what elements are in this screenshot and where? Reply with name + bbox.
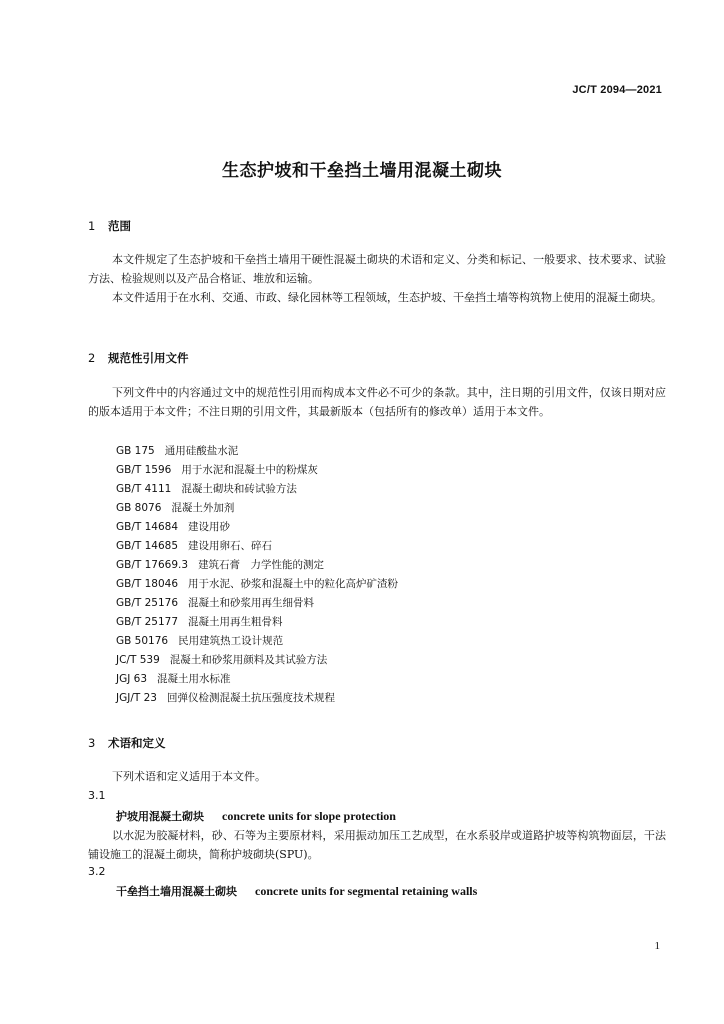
reference-item bbox=[116, 519, 230, 534]
reference-code: GB/T 25177 bbox=[116, 616, 179, 628]
reference-code: GB/T 18046 bbox=[116, 578, 179, 590]
reference-code: GB/T 14684 bbox=[116, 521, 179, 533]
section-1-paragraph-1: 本文件规定了生态护坡和干垒挡土墙用干硬性混凝土砌块的术语和定义、分类和标记、一般要求、技术要求、试验方法、检验规则以及产品合格证、堆放和运输。 bbox=[88, 253, 666, 285]
section-2-paragraph-1: 下列文件中的内容通过文中的规范性引用而构成本文件必不可少的条款。其中，注日期的引用文件，仅该日期对应的版本适用于本文件；不注日期的引用文件，其最新版本（包括所有的修改单）适用于本文件。 bbox=[88, 386, 666, 418]
reference-item bbox=[116, 614, 283, 629]
reference-item bbox=[116, 652, 327, 667]
reference-code: JGJ 63 bbox=[116, 673, 148, 685]
term-english: concrete units for slope protection bbox=[222, 809, 396, 823]
reference-title: 混凝土和砂浆用颜料及其试验方法 bbox=[169, 654, 328, 666]
reference-item bbox=[116, 595, 314, 610]
section-number: 2 bbox=[88, 351, 96, 365]
reference-item bbox=[116, 576, 398, 591]
document-title: 生态护坡和干垒挡土墙用混凝土砌块 bbox=[222, 161, 502, 181]
reference-title: 建设用砂 bbox=[188, 521, 231, 533]
term-definition: 以水泥为胶凝材料，砂、石等为主要原材料，采用振动加压工艺成型，在水系驳岸或道路护坡等构筑物面层，干法铺设施工的混凝土砌块，简称护坡砌块(SPU)。 bbox=[88, 829, 666, 861]
reference-code: GB 8076 bbox=[116, 502, 162, 514]
reference-title: 混凝土用再生粗骨料 bbox=[188, 616, 283, 628]
reference-title: 回弹仪检测混凝土抗压强度技术规程 bbox=[166, 692, 335, 704]
reference-code: GB 175 bbox=[116, 445, 155, 457]
reference-title: 用于水泥和混凝土中的粉煤灰 bbox=[181, 464, 318, 476]
reference-title: 建筑石膏 力学性能的测定 bbox=[198, 559, 325, 571]
section-title: 范围 bbox=[108, 219, 131, 233]
reference-code: JC/T 539 bbox=[116, 654, 160, 666]
section-2-heading bbox=[88, 350, 189, 366]
term-entry bbox=[116, 883, 477, 899]
reference-item bbox=[116, 462, 318, 477]
section-number: 3 bbox=[88, 736, 96, 750]
reference-code: GB/T 4111 bbox=[116, 483, 172, 495]
section-1-paragraph-2: 本文件适用于在水利、交通、市政、绿化园林等工程领域，生态护坡、干垒挡土墙等构筑物上使用的混凝土砌块。 bbox=[112, 291, 662, 304]
section-3-heading bbox=[88, 735, 166, 751]
reference-code: GB 50176 bbox=[116, 635, 169, 647]
reference-item bbox=[116, 443, 238, 458]
clause-number: 3.2 bbox=[88, 865, 106, 878]
reference-code: GB/T 1596 bbox=[116, 464, 172, 476]
reference-item bbox=[116, 557, 324, 572]
page-number: 1 bbox=[654, 940, 660, 952]
reference-title: 用于水泥、砂浆和混凝土中的粒化高炉矿渣粉 bbox=[188, 578, 399, 590]
term-english: concrete units for segmental retaining walls bbox=[255, 884, 478, 898]
section-number: 1 bbox=[88, 219, 96, 233]
reference-item bbox=[116, 481, 297, 496]
section-1-heading bbox=[88, 218, 131, 234]
reference-title: 民用建筑热工设计规范 bbox=[178, 635, 284, 647]
reference-item bbox=[116, 538, 272, 553]
reference-title: 混凝土和砂浆用再生细骨料 bbox=[188, 597, 315, 609]
reference-title: 建设用卵石、碎石 bbox=[188, 540, 273, 552]
reference-item bbox=[116, 671, 231, 686]
standard-number: JC/T 2094—2021 bbox=[572, 84, 662, 96]
reference-title: 混凝土外加剂 bbox=[171, 502, 235, 514]
reference-title: 混凝土用水标准 bbox=[157, 673, 231, 685]
reference-code: GB/T 25176 bbox=[116, 597, 179, 609]
term-chinese: 干垒挡土墙用混凝土砌块 bbox=[116, 885, 237, 898]
reference-item bbox=[116, 633, 283, 648]
reference-code: GB/T 14685 bbox=[116, 540, 179, 552]
section-3-paragraph-1: 下列术语和定义适用于本文件。 bbox=[112, 770, 266, 783]
section-title: 规范性引用文件 bbox=[108, 351, 189, 365]
reference-title: 混凝土砌块和砖试验方法 bbox=[181, 483, 297, 495]
reference-code: JGJ/T 23 bbox=[116, 692, 157, 704]
reference-item bbox=[116, 500, 234, 515]
term-chinese: 护坡用混凝土砌块 bbox=[116, 810, 204, 823]
reference-code: GB/T 17669.3 bbox=[116, 559, 189, 571]
reference-title: 通用硅酸盐水泥 bbox=[164, 445, 239, 457]
term-entry bbox=[116, 808, 396, 824]
section-title: 术语和定义 bbox=[108, 736, 166, 750]
clause-number: 3.1 bbox=[88, 789, 106, 802]
reference-item bbox=[116, 690, 335, 705]
